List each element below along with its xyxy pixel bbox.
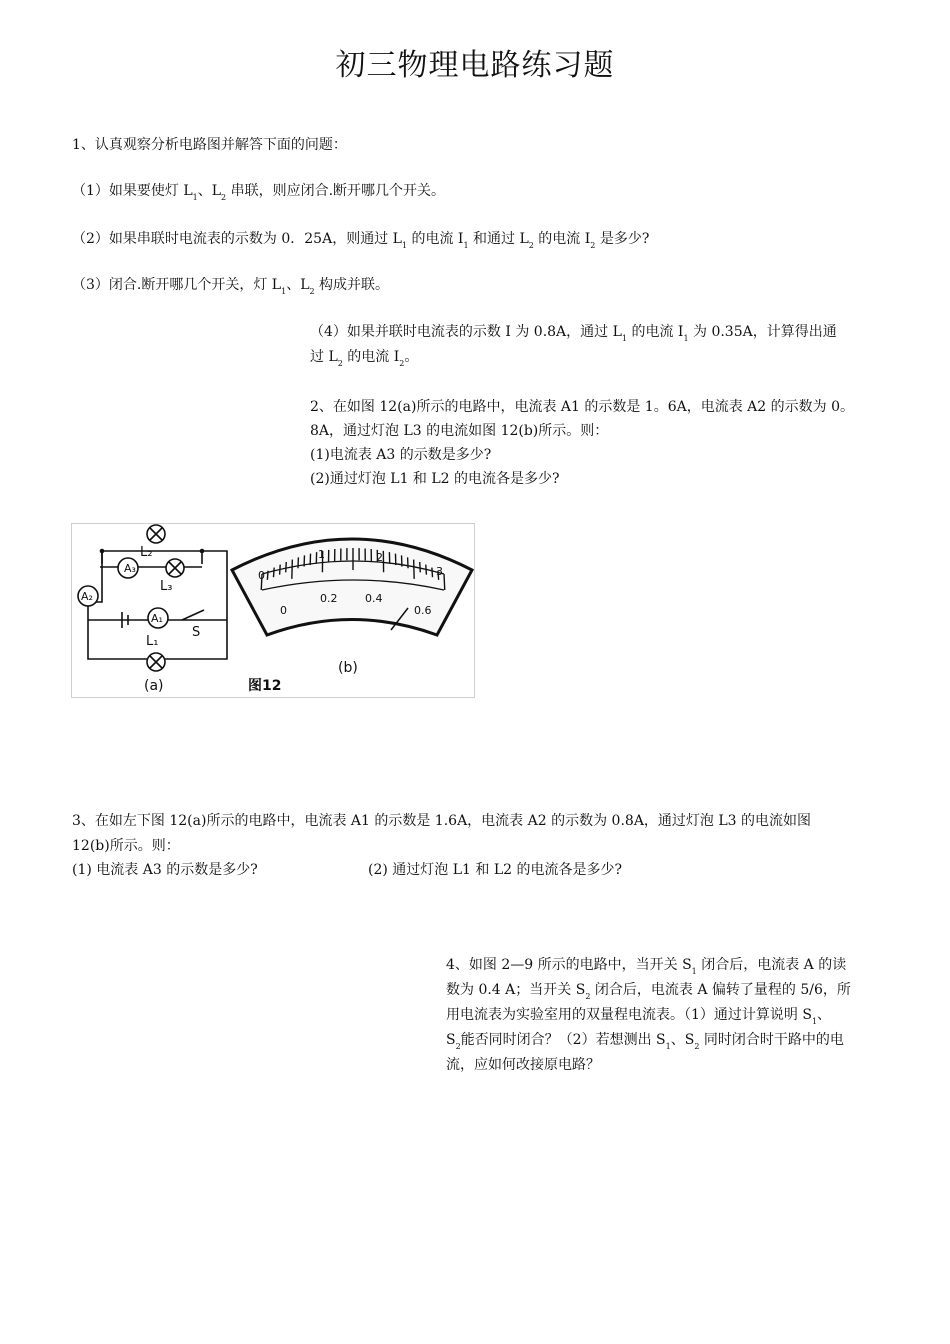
q1-part3: （3）闭合.断开哪几个开关，灯 $L_1$、$L_2$ 构成并联。 [72, 277, 390, 296]
q4-line2: 数为 0.4 A；当开关 $S_2$ 闭合后，电流表 A 偏转了量程的 5/6，所 [446, 982, 851, 1001]
dial-tick [292, 560, 293, 579]
label-switch: S [192, 625, 201, 640]
figure-12-svg [72, 524, 474, 697]
inner-tick-1: 0.2 [320, 592, 338, 605]
outer-tick-1: 1 [318, 548, 325, 561]
dial-tick [426, 565, 427, 575]
q1-part1: （1）如果要使灯 $L_1$、$L_2$ 串联，则应闭合.断开哪几个开关。 [72, 183, 446, 202]
circuit-diagram [78, 525, 227, 671]
q4-line5: 流，应如何改接原电路？ [446, 1057, 600, 1073]
q4-line1: 4、如图 2—9 所示的电路中，当开关 $S_1$ 闭合后，电流表 A 的读 [446, 957, 847, 976]
q1-stem: 1、认真观察分析电路图并解答下面的问题： [72, 137, 347, 153]
outer-tick-3: 3 [436, 565, 443, 578]
q3-line1: 3、在如左下图 12(a)所示的电路中，电流表 A1 的示数是 1.6A，电流表 A2 的示数为 0.8A，通过灯泡 L3 的电流如图 [72, 813, 812, 829]
inner-tick-3: 0.6 [414, 604, 432, 617]
dial-tick [286, 562, 287, 572]
dial-tick [273, 568, 274, 578]
q2-line3: (1)电流表 A3 的示数是多少? [310, 447, 492, 463]
figure-12 [71, 523, 475, 698]
page-title: 初三物理电路练习题 [335, 48, 615, 83]
ammeter-dial [232, 539, 472, 635]
q3-sub2: (2) 通过灯泡 L1 和 L2 的电流各是多少? [368, 862, 622, 878]
label-l3: L₃ [160, 579, 173, 594]
inner-tick-2: 0.4 [365, 592, 383, 605]
q1-part2: （2）如果串联时电流表的示数为 0．25A，则通过 $L_1$ 的电流 $I_1$ 和通过 $L_2$ 的电流 $I_2$ 是多少? [72, 231, 650, 250]
q1-part4-line2: 过 $L_2$ 的电流 $I_2$。 [310, 349, 419, 368]
q2-line2: 8A，通过灯泡 L3 的电流如图 12(b)所示。则： [310, 423, 609, 439]
label-a1: A₁ [151, 612, 163, 625]
dial-tick [414, 560, 415, 579]
outer-tick-0: 0 [258, 569, 265, 582]
q4-line4: $S_2$能否同时闭合？（2）若想测出 $S_1$、$S_2$ 同时闭合时干路中的电 [446, 1032, 844, 1051]
q2-line1: 2、在如图 12(a)所示的电路中，电流表 A1 的示数是 1。6A，电流表 A2 的示数为 0。 [310, 399, 855, 415]
q3-sub1: (1) 电流表 A3 的示数是多少? [72, 862, 258, 878]
label-l1: L₁ [146, 634, 159, 649]
dial-tick [420, 562, 421, 572]
figure-caption: 图12 [248, 678, 282, 694]
label-a2: A₂ [81, 590, 93, 603]
q2-line4: (2)通过灯泡 L1 和 L2 的电流各是多少? [310, 471, 560, 487]
dial-tick [280, 565, 281, 575]
outer-tick-2: 2 [376, 551, 383, 564]
inner-tick-0: 0 [280, 604, 287, 617]
label-b: (b) [338, 660, 358, 676]
label-a3: A₃ [124, 562, 136, 575]
dial-tick [432, 568, 433, 578]
q3-line2: 12(b)所示。则： [72, 838, 180, 854]
q4-line3: 用电流表为实验室用的双量程电流表。（1）通过计算说明 $S_1$、 [446, 1007, 832, 1026]
q1-part4-line1: （4）如果并联时电流表的示数 I 为 0.8A，通过 $L_1$ 的电流 $I_1$ 为 0.35A，计算得出通 [310, 324, 837, 343]
dial-tick [444, 574, 445, 590]
label-a: (a) [144, 678, 164, 694]
dial-tick [267, 571, 268, 580]
label-l2: L₂ [140, 545, 153, 560]
